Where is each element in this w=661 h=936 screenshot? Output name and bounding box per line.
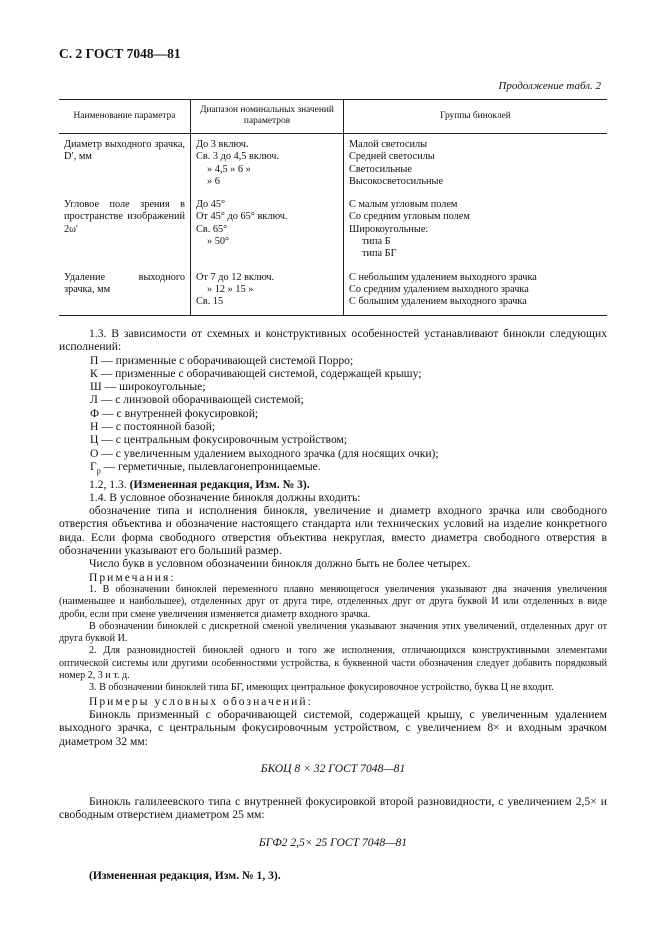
example-1: Бинокль призменный с оборачивающей системой, содержащей крышу, с увеличенным удалением выходного зрачка, с центральным фокусировочным устройством, с увеличением 8× и входным зрачком диаметром 32 мм: xyxy=(59,707,607,748)
page-header: С. 2 ГОСТ 7048—81 xyxy=(59,46,181,61)
group-value: Широкоугольные: xyxy=(349,223,429,235)
notes-title: Примечания: xyxy=(89,570,176,584)
range-value: » 12 » 15 » xyxy=(207,283,254,295)
group-value: типа Б xyxy=(362,236,391,248)
note-3: 3. В обозначении биноклей типа БГ, имеющих центральное фокусировочное устройство, буква Ц не входит. xyxy=(89,682,554,694)
list-item: Л — с линзовой оборачивающей системой; xyxy=(90,393,304,407)
group-value: Со средним угловым полем xyxy=(349,211,470,223)
list-item: П — призменные с оборачивающей системой Порро; xyxy=(90,353,354,367)
gp-text: — герметичные, пылевлагонепроницаемые. xyxy=(100,459,321,473)
range-value: От 45° до 65° включ. xyxy=(196,211,288,223)
example-1-designation: БКОЦ 8 × 32 ГОСТ 7048—81 xyxy=(260,761,406,775)
list-item: Н — с постоянной базой; xyxy=(90,420,216,434)
list-item: Ф — с внутренней фокусировкой; xyxy=(90,406,259,420)
param-name-cell: Удаление выходного зрачка, мм xyxy=(59,267,191,315)
list-item: Ш — широкоугольные; xyxy=(90,380,206,394)
gp-subscript: р xyxy=(96,466,101,476)
col-header-parameter: Наименование параметра xyxy=(59,100,191,134)
table-row xyxy=(59,267,607,315)
range-value: До 3 включ. xyxy=(196,139,249,150)
gp-letter: Г xyxy=(90,459,97,473)
col-header-range: Диапазон номинальных значений параметров xyxy=(191,100,344,134)
clause-1-4-body: обозначение типа и исполнения бинокля, увеличение и диаметр входного зрачка или свободного отверстия объектива и обозначение настоящего стандарта или технических условий на изделие конкретного вида. Если форма свободного отверстия объектива некруглая, вместо диаметра свободного отверстия в обозначении указывают его больший размер. xyxy=(59,504,607,558)
group-value: С небольшим удалением выходного зрачка xyxy=(349,271,537,283)
range-value: От 7 до 12 включ. xyxy=(196,271,275,283)
edition-note-final: (Измененная редакция, Изм. № 1, 3). xyxy=(89,869,281,882)
edition-note-bold: (Измененная редакция, Изм. № 3). xyxy=(129,477,310,491)
table-row xyxy=(59,134,607,195)
group-cell xyxy=(344,267,608,315)
clause-1-3: 1.3. В зависимости от схемных и конструктивных особенностей устанавливают бинокли следующих исполнений: xyxy=(59,327,607,354)
range-cell xyxy=(191,194,344,266)
list-item xyxy=(59,460,607,478)
example-2-designation: БГФ2 2,5× 25 ГОСТ 7048—81 xyxy=(258,835,408,849)
binocular-parameters-table xyxy=(59,99,607,316)
edition-note xyxy=(59,478,607,491)
table-continuation-label: Продолжение табл. 2 xyxy=(498,80,601,92)
note-1b: В обозначении биноклей с дискретной сменой увеличения указывают значения этих увеличений, отделенных друг от друга буквой И. xyxy=(59,620,607,645)
range-cell xyxy=(191,134,344,195)
group-value: типа БГ xyxy=(362,248,397,260)
range-value: » 50° xyxy=(207,236,230,248)
group-value: Высокосветосильные xyxy=(349,175,444,187)
examples-title: Примеры условных обозначений: xyxy=(89,694,313,708)
list-item: О — с увеличенным удалением выходного зрачка (для носящих очки); xyxy=(90,446,439,460)
group-value: Средней светосилы xyxy=(349,151,435,163)
range-value: До 45° xyxy=(196,199,226,211)
range-value: Св. 65° xyxy=(196,223,228,235)
main-text xyxy=(59,327,607,882)
clause-1-4: 1.4. В условное обозначение бинокля должны входить: xyxy=(89,490,361,504)
edition-note-prefix: 1.2, 1.3. xyxy=(89,477,130,491)
param-name-cell: Угловое поле зрения в пространстве изображений 2ω′ xyxy=(59,194,191,266)
group-cell xyxy=(344,134,608,195)
group-value: С большим удалением выходного зрачка xyxy=(349,296,527,308)
list-item: Ц — с центральным фокусировочным устройством; xyxy=(90,433,348,447)
range-value: » 4,5 » 6 » xyxy=(207,163,251,175)
note-2: 2. Для разновидностей биноклей одного и того же исполнения, отличающихся конструктивными элементами оптической системы или другими особенностями устройства, к буквенной части обозначения следует добавить порядковый номер 2, 3 и т. д. xyxy=(59,645,607,682)
group-value: Светосильные xyxy=(349,163,412,175)
group-cell xyxy=(344,194,608,266)
range-cell xyxy=(191,267,344,315)
range-value: » 6 xyxy=(207,175,220,187)
example-2: Бинокль галилеевского типа с внутренней фокусировкой второй разновидности, с увеличением 2,5× и свободным отверстием диаметром 25 мм: xyxy=(59,795,607,822)
param-name-cell: Диаметр выходного зрачка, D′, мм xyxy=(59,134,191,195)
table-row xyxy=(59,194,607,266)
table-header-row xyxy=(59,100,607,134)
clause-1-4-letters: Число букв в условном обозначении бинокля должно быть не более четырех. xyxy=(89,557,471,571)
list-item: К — призменные с оборачивающей системой, содержащей крышу; xyxy=(90,366,422,380)
group-value: Со средним удалением выходного зрачка xyxy=(349,283,529,295)
group-value: Малой светосилы xyxy=(349,139,428,150)
range-value: Св. 15 xyxy=(196,296,224,308)
range-value: Св. 3 до 4,5 включ. xyxy=(196,151,280,163)
note-1: 1. В обозначении биноклей переменного плавно меняющегося увеличения указывают два значения увеличения (наименьшее и наибольшее), отделенных друг от друга тире, отделенных друг от друга буквой И или отделенных в виде дроби, если при смене увеличения изменяется диаметр входного зрачка. xyxy=(59,583,607,620)
col-header-groups: Группы биноклей xyxy=(344,100,608,134)
group-value: С малым угловым полем xyxy=(349,199,458,211)
